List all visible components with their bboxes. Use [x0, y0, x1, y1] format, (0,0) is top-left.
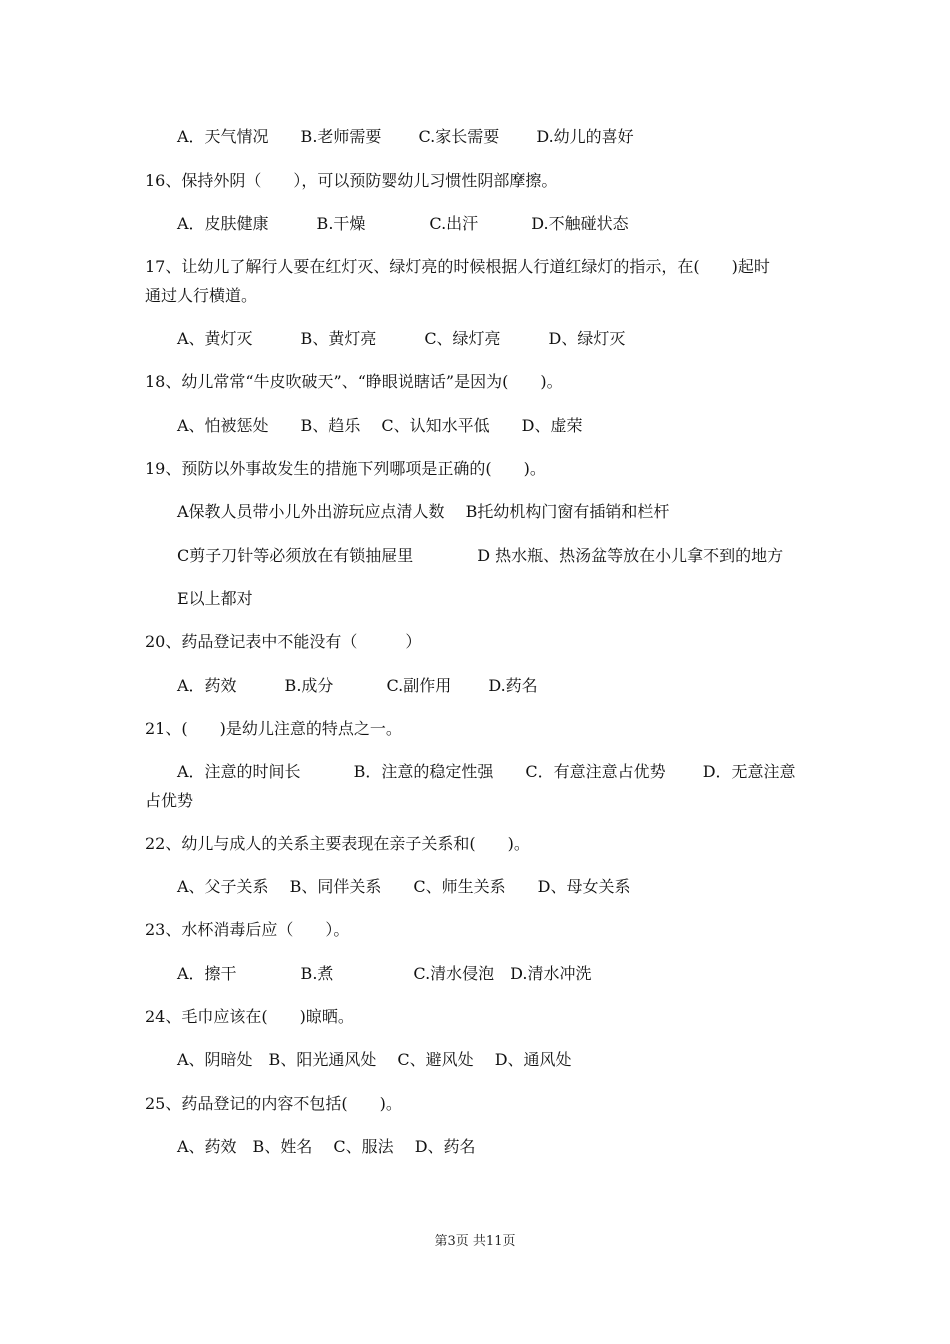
q24-stem: 24、毛巾应该在( )晾晒。: [145, 1007, 354, 1026]
q23-stem: 23、水杯消毒后应（ ）。: [145, 920, 350, 939]
q21-stem: 21、( )是幼儿注意的特点之一。: [145, 719, 402, 738]
q19-option-line2: C剪子刀针等必须放在有锁抽屉里 D 热水瓶、热汤盆等放在小儿拿不到的地方: [177, 546, 784, 565]
q17-stem-line2: 通过人行横道。: [145, 286, 258, 305]
q25-stem: 25、药品登记的内容不包括( )。: [145, 1094, 402, 1113]
q25-options: A、药效 B、姓名 C、服法 D、药名: [177, 1137, 476, 1156]
q22-stem: 22、幼儿与成人的关系主要表现在亲子关系和( )。: [145, 834, 530, 853]
page-footer: 第3页 共11页: [434, 1234, 516, 1249]
q23-options: A．擦干 B.煮 C.清水侵泡 D.清水冲洗: [177, 964, 592, 983]
q21-options-line2: 占优势: [145, 791, 194, 810]
q16-options: A．皮肤健康 B.干燥 C.出汗 D.不触碰状态: [177, 214, 629, 233]
q17-stem-line1: 17、让幼儿了解行人要在红灯灭、绿灯亮的时候根据人行道红绿灯的指示，在( )起时: [145, 257, 770, 276]
q18-stem: 18、幼儿常常“牛皮吹破天”、“睁眼说瞎话”是因为( )。: [145, 372, 563, 391]
q18-options: A、怕被惩处 B、趋乐 C、认知水平低 D、虚荣: [177, 416, 583, 435]
q17-options: A、黄灯灭 B、黄灯亮 C、绿灯亮 D、绿灯灭: [177, 329, 626, 348]
q20-stem: 20、药品登记表中不能没有（ ）: [145, 632, 422, 651]
q21-options-line1: A．注意的时间长 B．注意的稳定性强 C．有意注意占优势 D．无意注意: [177, 762, 796, 781]
q19-option-line1: A保教人员带小儿外出游玩应点清人数 B托幼机构门窗有插销和栏杆: [177, 502, 670, 521]
q22-options: A、父子关系 B、同伴关系 C、师生关系 D、母女关系: [177, 877, 631, 896]
q15-options: A．天气情况 B.老师需要 C.家长需要 D.幼儿的喜好: [177, 127, 634, 146]
q19-stem: 19、预防以外事故发生的措施下列哪项是正确的( )。: [145, 459, 546, 478]
q19-option-line3: E以上都对: [177, 589, 253, 608]
q24-options: A、阴暗处 B、阳光通风处 C、避风处 D、通风处: [177, 1050, 572, 1069]
q16-stem: 16、保持外阴（ ），可以预防婴幼儿习惯性阴部摩擦。: [145, 171, 558, 190]
q20-options: A．药效 B.成分 C.副作用 D.药名: [177, 676, 538, 695]
